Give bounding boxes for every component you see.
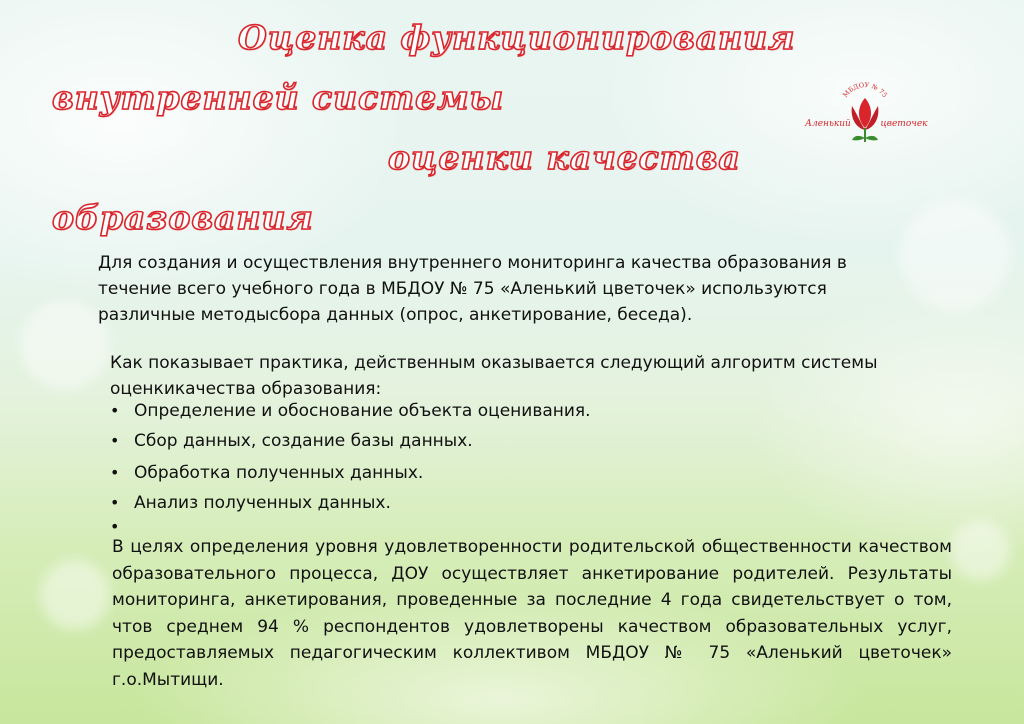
background-bokeh [900,200,1010,310]
page-title-line-3: оценки качества [388,138,741,177]
page-title-line-4: образования [52,198,314,237]
background-bokeh [950,520,1010,580]
algorithm-intro: Как показывает практика, действенным оказывается следующий алгоритм системы оценкикачества образования: [110,353,878,399]
list-item: • Обработка полученных данных. [110,462,910,492]
logo-right-text: цветочек [880,119,928,129]
conclusion-paragraph: В целях определения уровня удовлетворенности родительской общественности качеством образовательного процесса, ДОУ осуществляет анкетирование родителей. Результаты мониторинга, анкетирования, проведенные за последние 4 года свидетельствует о том, чтов среднем 94 % респондентов удовлетворены качеством образовательных услуг, предоставляемых педагогическим коллективом МБДОУ № 75 «Аленький цветочек» г.о.Мытищи. [112,537,952,690]
list-item: • Определение и обоснование объекта оценивания. [110,400,910,430]
kindergarten-logo [800,78,930,158]
page-title-line-2: внутренней системы [52,78,505,117]
tulip-flower-icon [800,78,930,158]
background-bokeh [20,300,110,390]
intro-paragraph: Для создания и осуществления внутреннего мониторинга качества образования в течение всего учебного года в МБДОУ № 75 «Аленький цветочек» используются различные методысбора данных (опрос, анкетирование, беседа). [98,253,847,325]
list-item: • Анализ полученных данных. [110,492,910,516]
algorithm-steps-list [110,400,910,538]
list-item: • Сбор данных, создание базы данных. [110,430,910,460]
page-title-line-1: Оценка функционирования [238,18,796,57]
logo-top-text: МБДОУ № 75 [841,81,889,100]
background-bokeh [40,560,110,630]
logo-left-text: Аленький [805,119,851,129]
